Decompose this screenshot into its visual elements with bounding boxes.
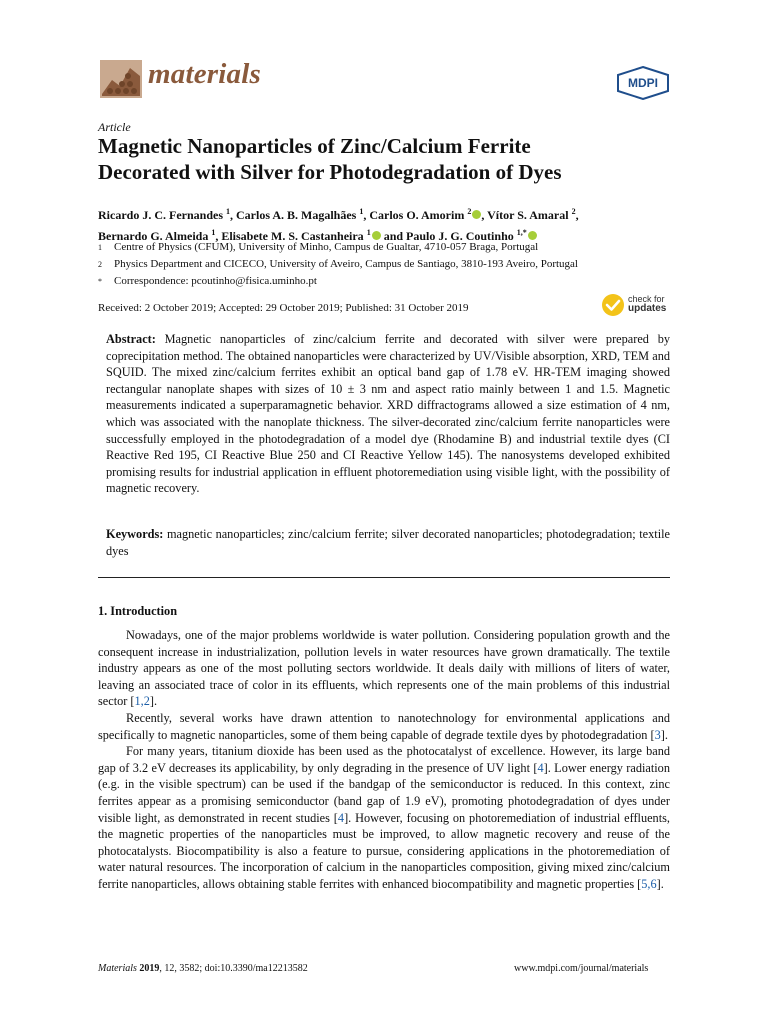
citation-link[interactable]: 1,2 xyxy=(134,694,150,709)
author-name[interactable]: Carlos A. B. Magalhães xyxy=(236,208,357,222)
author-list: Ricardo J. C. Fernandes $^1$, Carlos A. B. Magalhães $^1$, Carlos O. Amorim $^2$ , Vítor S. Amaral $^2$, Bernardo G. Almeida $^1$, Elisabete M. S. Castanheira $^1$ and Paulo J. G. Coutinho $^{1,*}$ xyxy=(98,207,579,243)
abstract-label: Abstract: xyxy=(106,332,156,346)
check-for-updates-label[interactable]: check for updates xyxy=(628,294,667,314)
citation-link[interactable]: 3 xyxy=(654,727,661,742)
journal-name: materials xyxy=(148,58,261,90)
keywords-label: Keywords: xyxy=(106,527,164,541)
journal-logo-icon xyxy=(98,58,144,100)
publisher-name: MDPI xyxy=(628,76,658,90)
author-name[interactable]: Bernardo G. Almeida xyxy=(98,229,209,243)
abstract-text: Magnetic nanoparticles of zinc/calcium ferrite and decorated with silver were prepared by coprecipitation method. The obtained nanoparticles were characterized by UV/Visible absorption, XRD, TEM and SQUID. The mixed zinc/calcium ferrites exhibit an optical band gap of 1.78 eV. HR-TEM imaging showed rectangular nanoplate shapes with sizes of 10 ± 3 nm and aspect ratio mainly between 1 and 1.5. Magnetic measurements indicated a superparamagnetic behavior. XRD diffractograms allowed a size estimation of 4 nm, which was associated with the nanoplate thickness. The silver-decorated zinc/calcium ferrite nanoparticles were successfully employed in the photodegradation of a model dye (Rhodamine B) and industrial textile dyes (CI Reactive Red 195, CI Reactive Blue 250 and CI Reactive Yellow 145). The nanosystems developed exhibited promising results for industrial application in effluent photoremediation using visible light, with the possibility of magnetic recovery. xyxy=(106,332,670,496)
footer-citation: Materials 2019, 12, 3582; doi:10.3390/ma12213582 xyxy=(98,963,308,974)
correspondence: * Correspondence: pcoutinho@fisica.uminho.pt xyxy=(98,275,317,287)
keywords-text: magnetic nanoparticles; zinc/calcium ferrite; silver decorated nanoparticles; photodegradation; textile dyes xyxy=(106,527,670,558)
author-name[interactable]: Ricardo J. C. Fernandes xyxy=(98,208,223,222)
article-type: Article xyxy=(98,120,131,134)
author-name[interactable]: Vítor S. Amaral xyxy=(487,208,569,222)
orcid-icon[interactable] xyxy=(472,210,481,219)
author-conjunction: and xyxy=(383,229,404,243)
citation-link[interactable]: 5,6 xyxy=(641,876,657,891)
article-title xyxy=(98,133,678,185)
section-heading: 1. Introduction xyxy=(98,604,178,618)
affiliation-item: 1 Centre of Physics (CFUM), University of Minho, Campus de Gualtar, 4710-057 Braga, Portugal xyxy=(98,241,539,253)
publication-dates: Received: 2 October 2019; Accepted: 29 October 2019; Published: 31 October 2019 xyxy=(98,302,469,314)
mdpi-logo-icon xyxy=(616,66,670,100)
citation-link[interactable]: 4 xyxy=(337,810,345,825)
citation-link[interactable]: 4 xyxy=(537,760,544,775)
affiliation-item: 2 Physics Department and CICECO, University of Aveiro, Campus de Santiago, 3810-193 Aveiro, Portugal xyxy=(98,258,578,270)
footer-journal-url[interactable]: www.mdpi.com/journal/materials xyxy=(514,963,649,974)
abstract xyxy=(106,331,670,497)
affiliations xyxy=(98,239,678,290)
author-name[interactable]: Paulo J. G. Coutinho xyxy=(406,229,514,243)
paragraph: Recently, several works have drawn attention to nanotechnology for environmental applications and specifically to magnetic nanoparticles, some of them being capable of degrade textile dyes by photodegradation [3]. xyxy=(98,710,670,742)
author-name[interactable]: Carlos O. Amorim xyxy=(369,208,465,222)
paragraph: Nowadays, one of the major problems worldwide is water pollution. Considering population growth and the consequent increase in industrialization, pollution levels in water resources have grown dramatically. The textile industry appears as one of the most polluting sectors worldwide. It deals daily with millions of liters of water, leaving an associated trace of color in its effluents, which represents one of the main problems of this industrial sector [1,2]. xyxy=(98,628,670,709)
introduction-body xyxy=(98,627,670,893)
title-line-2: Decorated with Silver for Photodegradation of Dyes xyxy=(98,160,562,184)
author-name[interactable]: Elisabete M. S. Castanheira xyxy=(221,229,364,243)
section-divider xyxy=(98,577,670,578)
title-line-1: Magnetic Nanoparticles of Zinc/Calcium Ferrite xyxy=(98,134,531,158)
keywords xyxy=(106,526,670,559)
paragraph: For many years, titanium dioxide has been used as the photocatalyst of excellence. However, its large band gap of 3.2 eV decreases its applicability, by only degrading in the presence of UV light [4]. Lower energy radiation (e.g. in the visible spectrum) can be used if the bandgap of the semiconductor is reduced. In this context, zinc ferrites appear as a promising semiconductor (band gap of 1.9 eV), promoting photodegradation of dyes under visible light, as demonstrated in recent studies [4]. However, focusing on photoremediation of industrial effluents, the magnetic properties of the nanoparticles must be improved, to allow magnetic recovery and reuse of the photocatalysts. Biocompatibility is also a feature to pursue, considering applications in the photoremediation of water natural resources. The incorporation of calcium in the nanoparticles composition, giving mixed zinc/calcium ferrite nanoparticles, allows obtaining stable ferrites with enhanced biocompatibility and magnetic properties [5,6]. xyxy=(98,744,670,891)
